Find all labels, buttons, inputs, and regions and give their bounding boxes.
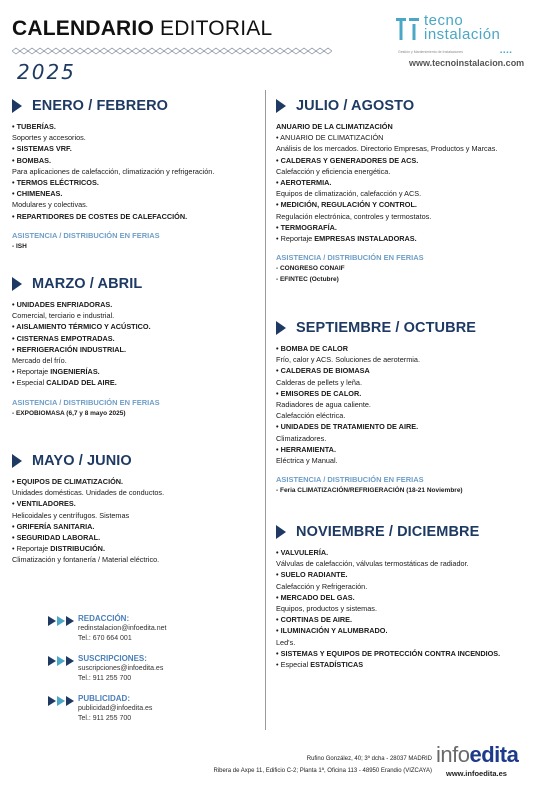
section-arrow-icon <box>12 277 22 291</box>
section-arrow-icon <box>276 321 286 335</box>
item-desc: Soportes y accesorios. <box>12 133 86 143</box>
contact-heading: SUSCRIPCIONES: <box>78 654 147 663</box>
fairs-heading: ASISTENCIA / DISTRIBUCIÓN EN FERIAS <box>276 253 424 263</box>
item-desc: Eléctrica y Manual. <box>276 456 338 466</box>
item: • REPARTIDORES DE COSTES DE CALEFACCIÓN. <box>12 211 188 221</box>
item: • BOMBA DE CALOR <box>276 344 349 353</box>
logo-url: www.tecnoinstalacion.com <box>409 58 525 68</box>
item-desc: Calefacción eléctrica. <box>276 411 346 421</box>
contact-email[interactable]: publicidad@infoedita.es <box>78 705 153 712</box>
item-desc: Mercado del frío. <box>12 356 67 366</box>
section-julio-agosto <box>276 96 536 285</box>
item-desc: Climatización y fontanería / Material eléctrico. <box>12 555 160 565</box>
contacts-block <box>48 614 208 734</box>
item: • REFRIGERACIÓN INDUSTRIAL. <box>12 344 127 354</box>
item: • EQUIPOS DE CLIMATIZACIÓN. <box>12 477 124 486</box>
infoedita-url[interactable]: www.infoedita.es <box>446 769 507 778</box>
contact-redaccion <box>48 614 208 654</box>
item: • CHIMENEAS. <box>12 189 63 199</box>
item-desc: Calderas de pellets y leña. <box>276 377 362 387</box>
item: • ILUMINACIÓN Y ALUMBRADO. <box>276 626 388 636</box>
section-noviembre-diciembre <box>276 522 536 670</box>
footer-address <box>213 753 432 777</box>
logo-mark-icon <box>396 16 420 42</box>
logo-tagline: Gestión y Mantenimiento de Instalaciones <box>398 50 463 54</box>
item-desc: Helicoidales y centrífugos. Sistemas <box>12 510 130 520</box>
fair-item: - CONGRESO CONAIF <box>276 265 345 273</box>
item: • AEROTERMIA. <box>276 178 332 188</box>
contact-phone: Tel.: 670 664 001 <box>78 634 132 642</box>
section-arrow-icon <box>12 454 22 468</box>
item: • AISLAMIENTO TÉRMICO Y ACÚSTICO. <box>12 322 151 332</box>
item: • SISTEMAS VRF. <box>12 144 72 154</box>
item-desc: Led's. <box>276 637 296 647</box>
item-mixed: • Especial CALIDAD DEL AIRE. <box>12 378 117 388</box>
item-desc: Equipos, productos y sistemas. <box>276 604 377 614</box>
contact-email[interactable]: redinstalacion@infoedita.net <box>78 625 167 632</box>
item: • SISTEMAS Y EQUIPOS DE PROTECCIÓN CONTRA INCENDIOS. <box>276 648 501 658</box>
item-desc: Calefacción y eficiencia energética. <box>276 166 391 176</box>
item-desc: Modulares y colectivas. <box>12 200 88 210</box>
item: • VENTILADORES. <box>12 499 76 509</box>
item: • UNIDADES DE TRATAMIENTO DE AIRE. <box>276 422 419 432</box>
logo-wordmark: tecno instalación <box>424 12 501 43</box>
section-arrow-icon <box>276 525 286 539</box>
triple-arrow-icon <box>48 656 75 666</box>
item: • CISTERNAS EMPOTRADAS. <box>12 333 115 343</box>
title-bold: CALENDARIO <box>12 17 154 40</box>
section-title: MAYO / JUNIO <box>32 453 132 469</box>
item: • EMISORES DE CALOR. <box>276 388 362 398</box>
item: • TUBERÍAS. <box>12 122 56 131</box>
section-title: MARZO / ABRIL <box>32 276 143 292</box>
item: • MEDICIÓN, REGULACIÓN Y CONTROL. <box>276 200 417 210</box>
item: • SEGURIDAD LABORAL. <box>12 533 101 543</box>
fairs-heading: ASISTENCIA / DISTRIBUCIÓN EN FERIAS <box>12 230 160 240</box>
contact-suscripciones <box>48 654 208 694</box>
item: • TERMOS ELÉCTRICOS. <box>12 178 99 188</box>
section-title: SEPTIEMBRE / OCTUBRE <box>296 320 477 336</box>
fair-item: - EXPOBIOMASA (6,7 y 8 mayo 2025) <box>12 409 126 417</box>
item: ANUARIO DE LA CLIMATIZACIÓN <box>276 122 393 131</box>
item: • UNIDADES ENFRIADORAS. <box>12 300 113 309</box>
column-divider <box>265 90 266 730</box>
item: • VALVULERÍA. <box>276 548 329 557</box>
item-mixed: • Especial ESTADÍSTICAS <box>276 660 364 670</box>
item-desc: Regulación electrónica, controles y termostatos. <box>276 211 432 221</box>
contact-heading: REDACCIÓN: <box>78 614 130 623</box>
item: • MERCADO DEL GAS. <box>276 592 355 602</box>
year-label: 2025 <box>17 60 76 84</box>
item-desc: Para aplicaciones de calefacción, climatización y refrigeración. <box>12 166 215 176</box>
item-desc: Unidades domésticas. Unidades de conductos. <box>12 488 165 498</box>
item: • BOMBAS. <box>12 155 52 165</box>
section-arrow-icon <box>276 99 286 113</box>
fairs-heading: ASISTENCIA / DISTRIBUCIÓN EN FERIAS <box>12 397 160 407</box>
fairs-heading: ASISTENCIA / DISTRIBUCIÓN EN FERIAS <box>276 475 424 485</box>
item-desc: Calefacción y Refrigeración. <box>276 581 368 591</box>
item-mixed: • Reportaje DISTRIBUCIÓN. <box>12 544 105 554</box>
triple-arrow-icon <box>48 616 75 626</box>
section-marzo-abril <box>12 274 257 419</box>
contact-phone: Tel.: 911 255 700 <box>78 674 132 682</box>
section-title: ENERO / FEBRERO <box>32 98 169 114</box>
contact-phone: Tel.: 911 255 700 <box>78 714 132 722</box>
item-desc: Radiadores de agua caliente. <box>276 400 371 410</box>
contact-publicidad <box>48 694 208 734</box>
item: • SUELO RADIANTE. <box>276 570 348 580</box>
logo-dots: ▪▪▪▪ <box>500 50 513 56</box>
contact-heading: PUBLICIDAD: <box>78 694 130 703</box>
tecnoinstalacion-logo <box>392 14 532 70</box>
section-septiembre-octubre <box>276 318 536 496</box>
item-mixed: • Reportaje INGENIERÍAS. <box>12 367 100 377</box>
triple-arrow-icon <box>48 696 75 706</box>
infoedita-wordmark: infoedita <box>436 742 519 767</box>
fair-item: - ISH <box>12 242 27 250</box>
item: • CORTINAS DE AIRE. <box>276 615 353 625</box>
item-desc: Comercial, terciario e industrial. <box>12 311 115 321</box>
item-desc: Frío, calor y ACS. Soluciones de aerotermia. <box>276 355 420 365</box>
section-enero-febrero <box>12 96 257 252</box>
address-madrid: Rufino González, 40; 3º dcha - 28037 MADRID <box>306 756 432 762</box>
item-desc: Equipos de climatización, calefacción y ACS. <box>276 189 422 199</box>
item-mixed: • Reportaje EMPRESAS INSTALADORAS. <box>276 234 417 244</box>
item: • TERMOGRAFÍA. <box>276 222 337 232</box>
section-arrow-icon <box>12 99 22 113</box>
item-desc: Válvulas de calefacción, válvulas termostáticas de radiador. <box>276 559 469 569</box>
item: • CALDERAS DE BIOMASA <box>276 366 370 376</box>
section-mayo-junio <box>12 451 257 566</box>
item: • CALDERAS Y GENERADORES DE ACS. <box>276 155 419 165</box>
item: • HERRAMIENTA. <box>276 444 336 454</box>
page-title <box>12 17 272 41</box>
item-desc: Climatizadores. <box>276 433 327 443</box>
contact-email[interactable]: suscripciones@infoedita.es <box>78 665 164 672</box>
fair-item: - Feria CLIMATIZACIÓN/REFRIGERACIÓN (18-21 Noviembre) <box>276 487 463 495</box>
item: • GRIFERÍA SANITARIA. <box>12 521 95 531</box>
item-desc: • ANUARIO DE CLIMATIZACIÓN <box>276 133 384 143</box>
section-title: JULIO / AGOSTO <box>296 98 415 114</box>
item-desc: Análisis de los mercados. Directorio Empresas, Productos y Marcas. <box>276 144 498 154</box>
title-light: EDITORIAL <box>160 17 273 40</box>
infoedita-logo <box>436 740 536 780</box>
fair-item: - EFINTEC (Octubre) <box>276 276 339 284</box>
address-vizcaya: Ribera de Axpe 11, Edificio C-2; Planta 1ª, Oficina 113 - 48950 Erandio (VIZCAYA) <box>213 768 432 774</box>
section-title: NOVIEMBRE / DICIEMBRE <box>296 524 480 540</box>
zigzag-divider <box>12 46 332 56</box>
